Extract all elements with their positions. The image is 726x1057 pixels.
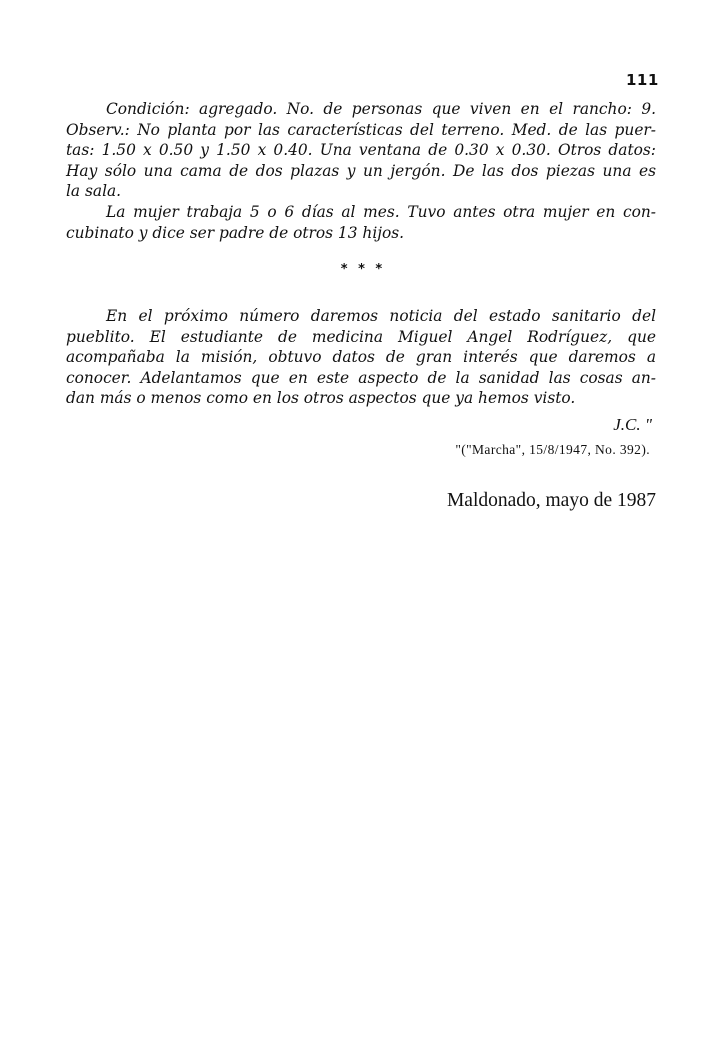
text-line-content: La mujer trabaja 5 o 6 días al mes. Tuvo antes otra mujer en con- — [106, 203, 656, 221]
text-line: tas: 1.50 x 0.50 y 1.50 x 0.40. Una ventana de 0.30 x 0.30. Otros datos: — [66, 141, 656, 160]
page-number: 111 — [626, 71, 659, 89]
text-line: conocer. Adelantamos que en este aspecto de la sanidad las cosas an- — [66, 368, 656, 387]
text-line: Observ.: No planta por las características del terreno. Med. de las puer- — [66, 120, 656, 139]
paragraph-proximo-numero — [66, 306, 656, 409]
text-line — [66, 306, 656, 327]
text-line: la sala. — [66, 182, 122, 201]
text-line: dan más o menos como en los otros aspectos que ya hemos visto. — [66, 389, 576, 408]
text-line — [66, 99, 656, 120]
paragraph-condicion — [66, 99, 656, 202]
text-line: acompañaba la misión, obtuvo datos de gran interés que daremos a — [66, 348, 656, 367]
text-line: pueblito. El estudiante de medicina Miguel Angel Rodríguez, que — [66, 327, 656, 346]
author-signature: J.C. " — [613, 415, 652, 434]
text-line-content: En el próximo número daremos noticia del estado sanitario del — [106, 307, 656, 325]
text-line: cubinato y dice ser padre de otros 13 hijos. — [66, 223, 405, 242]
text-line: Hay sólo una cama de dos plazas y un jergón. De las dos piezas una es — [66, 161, 656, 180]
closing-place-date: Maldonado, mayo de 1987 — [446, 490, 656, 511]
text-line — [66, 202, 656, 223]
paragraph-mujer — [66, 202, 656, 243]
text-line-content: Condición: agregado. No. de personas que viven en el rancho: 9. — [106, 100, 656, 118]
source-citation: "("Marcha", 15/8/1947, No. 392). — [455, 442, 650, 457]
section-separator: * * * — [340, 262, 386, 277]
